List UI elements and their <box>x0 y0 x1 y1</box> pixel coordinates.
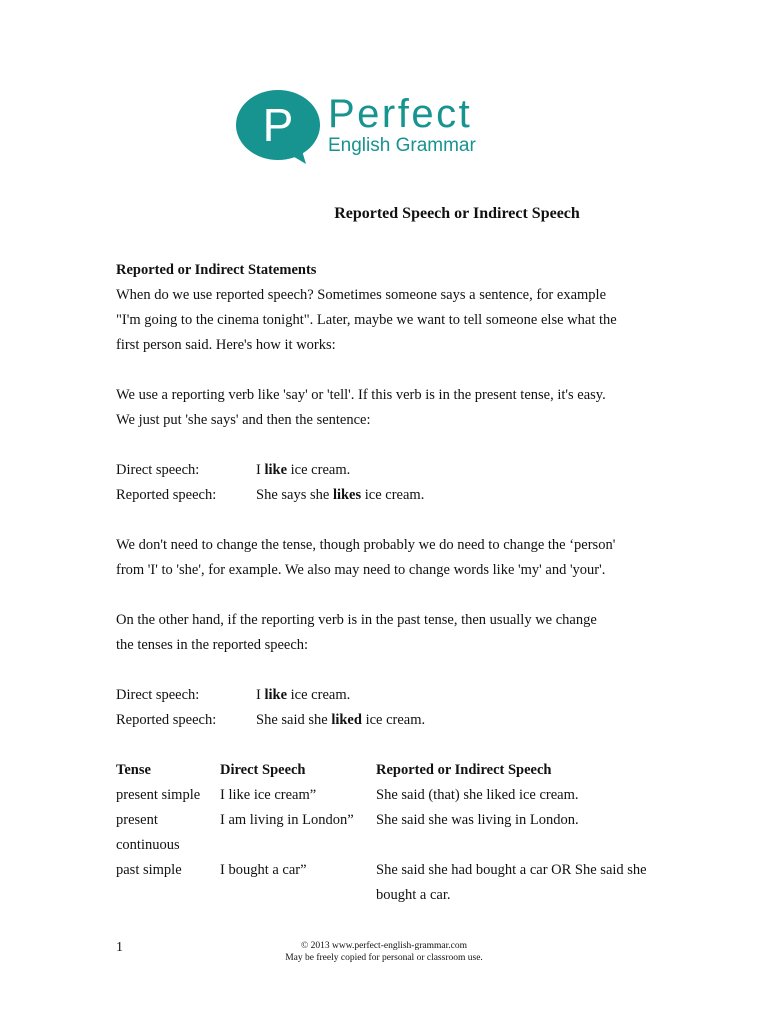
table-cell: I am living in London” <box>220 812 354 828</box>
example-verb: like <box>264 687 288 703</box>
example1-direct <box>116 458 676 483</box>
table-header: Tense <box>116 762 151 778</box>
table-cell: She said she was living in London. <box>376 812 579 828</box>
paragraph-line: from 'I' to 'she', for example. We also may need to change words like 'my' and 'your'. <box>116 562 606 578</box>
table-cell: She said (that) she liked ice cream. <box>376 787 579 803</box>
example-sentence <box>256 458 350 483</box>
example-text: I <box>256 462 265 478</box>
example-text: ice cream. <box>361 712 426 728</box>
example-label: Direct speech: <box>116 462 200 478</box>
logo-text <box>328 94 476 157</box>
footer-license: May be freely copied for personal or classroom use. <box>285 953 483 963</box>
example-text: ice cream. <box>361 487 425 503</box>
logo <box>236 90 526 170</box>
paragraph-line: the tenses in the reported speech: <box>116 637 309 653</box>
page-footer <box>0 940 768 964</box>
example-sentence <box>256 708 425 733</box>
example-verb: like <box>264 462 288 478</box>
paragraph-line: On the other hand, if the reporting verb is in the past tense, then usually we change <box>116 612 597 628</box>
table-cell: I bought a car” <box>220 862 307 878</box>
example-label: Reported speech: <box>116 712 217 728</box>
example-sentence <box>256 683 350 708</box>
table-header: Direct Speech <box>220 762 306 778</box>
example2-reported <box>116 708 676 733</box>
example-verb: liked <box>331 712 362 728</box>
example-label: Reported speech: <box>116 487 217 503</box>
example-text: ice cream. <box>287 687 351 703</box>
table-cell: I like ice cream” <box>220 787 317 803</box>
table-cell: She said she had bought a car OR She said she bought a car. <box>376 862 647 903</box>
table-cell: present continuous <box>116 812 180 853</box>
logo-mark-letter: P <box>262 99 294 151</box>
example-text: She says she <box>256 487 333 503</box>
speech-bubble-logo-icon <box>236 90 326 170</box>
example-verb: likes <box>332 487 362 503</box>
tense-table <box>116 758 676 908</box>
section-heading: Reported or Indirect Statements <box>116 262 317 278</box>
example-sentence <box>256 483 424 508</box>
table-header: Reported or Indirect Speech <box>376 762 552 778</box>
example-text: ice cream. <box>287 462 351 478</box>
example-text: I <box>256 687 265 703</box>
example1-reported <box>116 483 676 508</box>
paragraph-line: We just put 'she says' and then the sentence: <box>116 412 371 428</box>
intro-line: first person said. Here's how it works: <box>116 337 336 353</box>
document-body <box>116 258 676 908</box>
logo-word-perfect: Perfect <box>328 92 473 136</box>
paragraph-line: We don't need to change the tense, though probably we do need to change the ‘person' <box>116 537 616 553</box>
example-text: She said she <box>256 712 332 728</box>
page-title: Reported Speech or Indirect Speech <box>334 205 580 222</box>
paragraph-line: We use a reporting verb like 'say' or 'tell'. If this verb is in the present tense, it's easy. <box>116 387 606 403</box>
logo-word-english-grammar: English Grammar <box>328 135 476 156</box>
intro-line: When do we use reported speech? Sometimes someone says a sentence, for example <box>116 287 607 303</box>
table-cell: present simple <box>116 787 201 803</box>
example-label: Direct speech: <box>116 687 200 703</box>
page-number: 1 <box>116 940 123 955</box>
footer-copyright: © 2013 www.perfect-english-grammar.com <box>301 941 467 951</box>
table-cell: past simple <box>116 862 182 878</box>
example2-direct <box>116 683 676 708</box>
intro-line: "I'm going to the cinema tonight". Later, maybe we want to tell someone else what the <box>116 312 617 328</box>
